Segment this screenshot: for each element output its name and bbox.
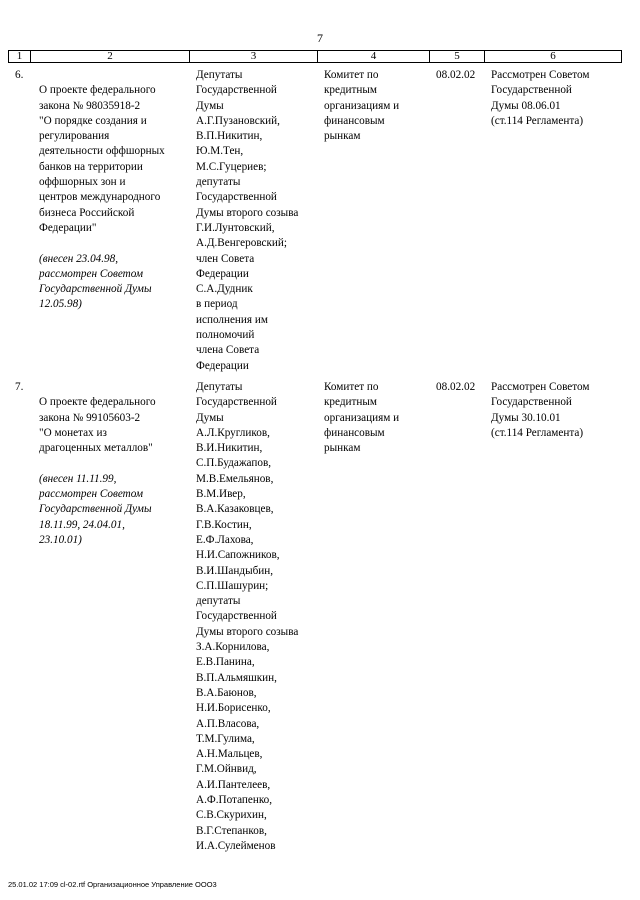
page-number: 7 — [317, 31, 323, 45]
column-header-2: 2 — [31, 51, 190, 62]
date: 08.02.02 — [436, 381, 476, 393]
page-footer: 25.01.02 17:09 cl-02.rtf Организационное Управление ООО3 — [8, 880, 217, 889]
row-number: 7. — [15, 381, 24, 393]
bill-authors: Депутаты Государственной Думы А.Л.Кругликов, В.И.Никитин, С.П.Будажапов, М.В.Емельянов, В.М.Ивер, В.А.Казаковцев, Г.В.Костин, Е.Ф.Лахова, Н.И.Сапожников, В.И.Шандыбин, С.П.Шашурин; депутаты Государственной Думы второго созыва З.А.Корнилова, Е.В.Панина, В.П.Альмяшкин, В.А.Баюнов, Н.И.Борисенко, А.П.Власова, Т.М.Гулима, А.Н.Мальцев, Г.М.Ойнвид, А.И.Пантелеев, А.Ф.Потапенко, С.В.Скурихин, В.Г.Степанков, И.А.Сулейменов — [196, 381, 299, 852]
responsible-committee: Комитет по кредитным организациям и финансовым рынкам — [324, 381, 400, 455]
status: Рассмотрен Советом Государственной Думы 08.06.01 (ст.114 Регламента) — [491, 69, 590, 127]
bill-title: О проекте федерального закона № 99105603-2 "О монетах из драгоценных металлов" — [39, 396, 156, 455]
bill-title: О проекте федерального закона № 98035918-2 "О порядке создания и регулирования деятельности оффшорных банков на территории оффшорных зон и центров международного бизнеса Российской Федерации" — [39, 84, 165, 234]
status: Рассмотрен Советом Государственной Думы 30.10.01 (ст.114 Регламента) — [491, 381, 590, 439]
bill-description — [39, 68, 197, 328]
column-header-row — [8, 50, 622, 63]
column-header-4: 4 — [318, 51, 430, 62]
column-header-6: 6 — [550, 50, 556, 62]
row-number: 6. — [15, 69, 24, 81]
bill-note: (внесен 23.04.98, рассмотрен Советом Государственной Думы 12.05.98) — [39, 252, 152, 311]
bill-authors: Депутаты Государственной Думы А.Г.Пузановский, В.П.Никитин, Ю.М.Тен, М.С.Гуцериев; депутаты Государственной Думы второго созыва Г.И.Лунтовский, А.Д.Венгеровский; член Совета Федерации С.А.Дудник в период исполнения им полномочий члена Совета Федерации — [196, 69, 299, 372]
responsible-committee: Комитет по кредитным организациям и финансовым рынкам — [324, 69, 400, 143]
date: 08.02.02 — [436, 69, 476, 81]
bill-description — [39, 380, 197, 564]
bill-note: (внесен 11.11.99, рассмотрен Советом Государственной Думы 18.11.99, 24.04.01, 23.10.01) — [39, 472, 152, 546]
column-header-5: 5 — [430, 51, 485, 62]
column-header-1: 1 — [9, 51, 31, 62]
column-header-3: 3 — [190, 51, 318, 62]
